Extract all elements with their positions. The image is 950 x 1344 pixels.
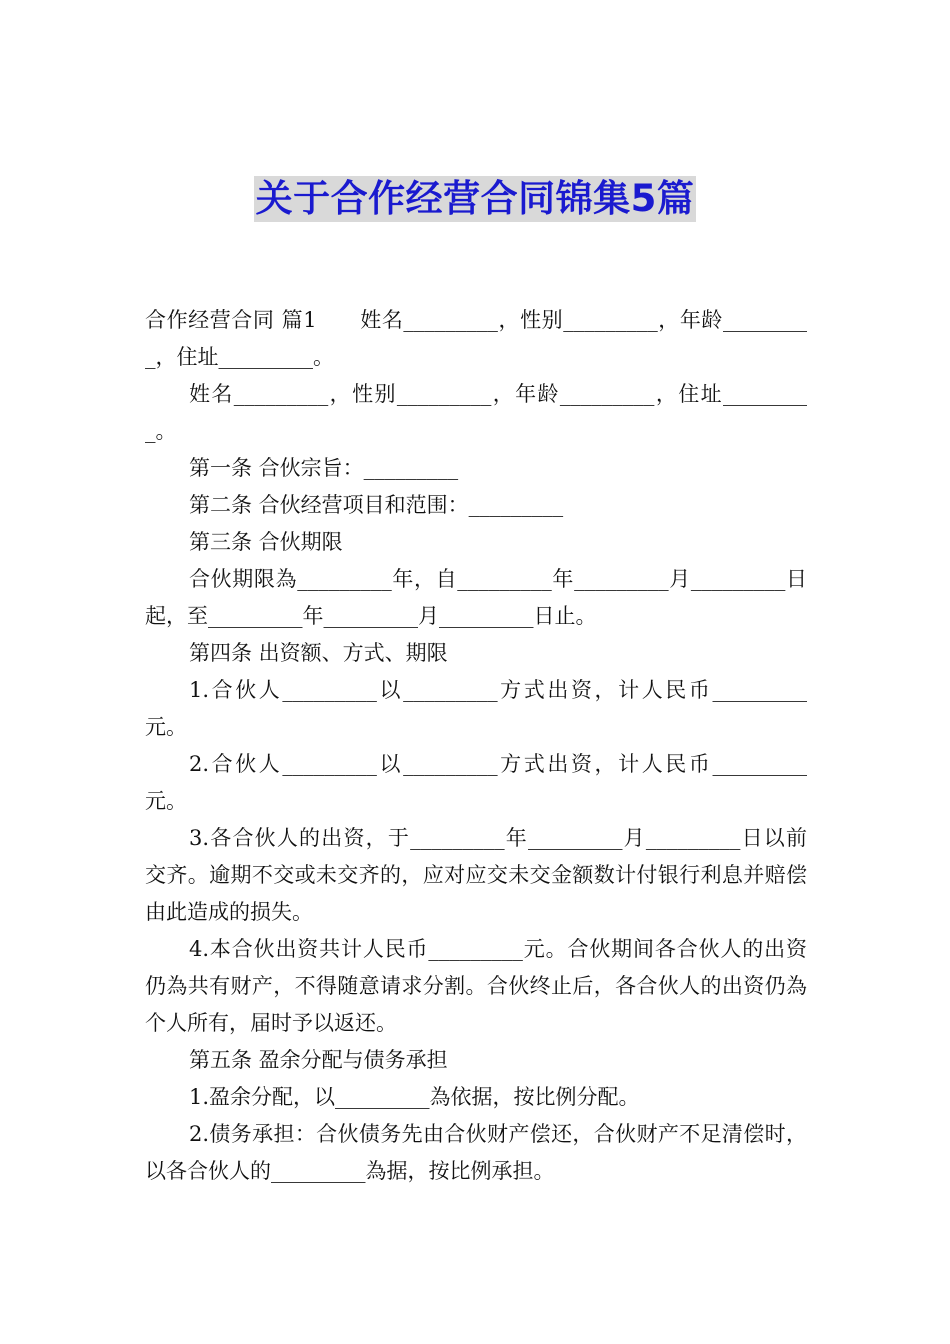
paragraph-profit: 1.盈余分配，以_________為依据，按比例分配。 [189, 1085, 640, 1109]
article-4-heading: 第四条 出资额、方式、期限 [189, 641, 448, 665]
paragraph-contribution-1: 1.合伙人_________以_________方式出资，计人民币_________元。 [145, 678, 807, 739]
article-1-heading: 第一条 合伙宗旨：_________ [189, 456, 459, 480]
article-2-heading: 第二条 合伙经营项目和范围：_________ [189, 493, 564, 517]
paragraph-party-two: 姓名_________，性别_________，年龄_________，住址_________。 [145, 382, 807, 443]
article-5-heading: 第五条 盈余分配与债务承担 [189, 1048, 448, 1072]
paragraph-term: 合伙期限為_________年，自_________年_________月_________日起，至_________年_________月_________日止。 [145, 567, 807, 628]
document-body [145, 302, 807, 1190]
paragraph-contribution-4: 4.本合伙出资共计人民币_________元。合伙期间各合伙人的出资仍為共有财产，不得随意请求分割。合伙终止后，各合伙人的出资仍為个人所有，届时予以返还。 [145, 937, 807, 1035]
document-title: 关于合作经营合同锦集5篇 [255, 177, 695, 220]
paragraph-contribution-2: 2.合伙人_________以_________方式出资，计人民币_________元。 [145, 752, 807, 813]
article-3-heading: 第三条 合伙期限 [189, 530, 343, 554]
paragraph-intro: 合作经营合同 篇1 姓名_________，性别_________，年龄_________，住址_________。 [145, 308, 807, 369]
title-container [0, 176, 950, 222]
paragraph-debt: 2.债务承担：合伙债务先由合伙财产偿还，合伙财产不足清偿时，以各合伙人的_________為据，按比例承担。 [145, 1122, 807, 1183]
paragraph-contribution-3: 3.各合伙人的出资，于_________年_________月_________日以前交齐。逾期不交或未交齐的，应对应交未交金额数计付银行利息并赔偿由此造成的损失。 [145, 826, 807, 924]
